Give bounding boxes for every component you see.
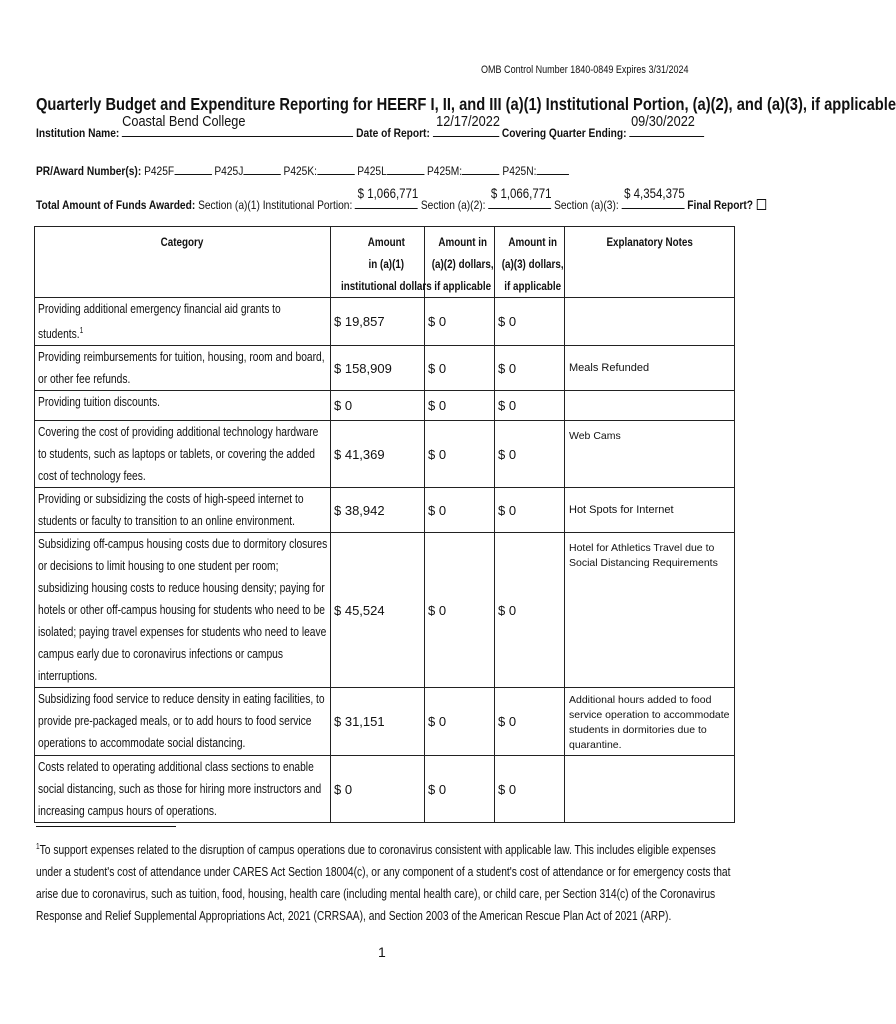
footnote-ref: 1 (79, 326, 84, 335)
row-a2-amount[interactable]: $ 0 (425, 756, 495, 823)
row-a2-amount[interactable]: $ 0 (425, 688, 495, 756)
row-category: Covering the cost of providing additional technology hardware to students, such as laptops or tablets, or covering the added cost of technology fees. (35, 421, 331, 488)
date-field[interactable] (433, 113, 500, 137)
award-field-f[interactable] (174, 164, 211, 175)
row-a1-amount[interactable]: $ 158,909 (331, 346, 425, 391)
a2-total-value: $ 1,066,771 (490, 186, 552, 201)
table-row (35, 421, 735, 488)
table-row (35, 533, 735, 688)
table-row (35, 346, 735, 391)
header-a2: Amount in (a)(2) dollars, if applicable (425, 227, 495, 298)
award-field-k[interactable] (317, 164, 354, 175)
a1-total-value: $ 1,066,771 (357, 186, 419, 201)
award-label: PR/Award Number(s): (36, 164, 142, 178)
row-a1-amount[interactable]: $ 38,942 (331, 488, 425, 533)
row-a2-amount[interactable]: $ 0 (425, 346, 495, 391)
total-funds-line (36, 186, 766, 212)
row-category: Providing reimbursements for tuition, housing, room and board, or other fee refunds. (35, 346, 331, 391)
table-row (35, 488, 735, 533)
row-a1-amount[interactable]: $ 31,151 (331, 688, 425, 756)
table-row (35, 756, 735, 823)
row-a3-amount[interactable]: $ 0 (495, 421, 565, 488)
award-numbers-line (36, 164, 569, 178)
a3-total-value: $ 4,354,375 (624, 186, 685, 201)
row-note[interactable]: Hotel for Athletics Travel due to Social Distancing Requirements (565, 533, 735, 688)
award-code-k: P425K: (283, 164, 318, 178)
header-a3: Amount in (a)(3) dollars, if applicable (495, 227, 565, 298)
date-label: Date of Report: (356, 126, 430, 140)
row-category: Subsidizing off-campus housing costs due to dormitory closures or decisions to limit housing to one student per room; subsidizing housing costs to reduce housing density; paying for hotels or other off-campus housing for students who need to be isolated; paying travel expenses for students who need to leave campus early due to coronavirus infections or campus interruptions. (35, 533, 331, 688)
row-a1-amount[interactable]: $ 45,524 (331, 533, 425, 688)
award-field-j[interactable] (243, 164, 280, 175)
row-a1-amount[interactable]: $ 41,369 (331, 421, 425, 488)
row-note[interactable] (565, 391, 735, 421)
award-code-m: P425M: (426, 164, 463, 178)
row-note[interactable] (565, 756, 735, 823)
header-notes: Explanatory Notes (565, 227, 735, 298)
row-category: Costs related to operating additional class sections to enable social distancing, such as those for hiring more instructors and increasing campus hours of operations. (35, 756, 331, 823)
row-a2-amount[interactable]: $ 0 (425, 533, 495, 688)
row-a2-amount[interactable]: $ 0 (425, 391, 495, 421)
footnote-marker: 1 (36, 842, 40, 851)
footnote-divider (36, 826, 176, 827)
a1-label: Section (a)(1) Institutional Portion: (198, 198, 353, 212)
institution-field[interactable] (122, 113, 353, 137)
award-field-m[interactable] (462, 164, 499, 175)
header-category: Category (35, 227, 331, 298)
a3-total-field[interactable] (622, 186, 685, 209)
footnote (36, 836, 733, 927)
row-category: Providing or subsidizing the costs of high-speed internet to students or faculty to transition to an online environment. (35, 488, 331, 533)
award-code-n: P425N: (502, 164, 537, 178)
a2-label: Section (a)(2): (420, 198, 486, 212)
row-a3-amount[interactable]: $ 0 (495, 391, 565, 421)
final-report-checkbox[interactable] (756, 199, 765, 210)
award-code-f: P425F (144, 164, 175, 178)
page-title: Quarterly Budget and Expenditure Reporting for HEERF I, II, and III (a)(1) Institutional Portion, (a)(2), and (a)(3), if applicable (36, 94, 896, 114)
row-a2-amount[interactable]: $ 0 (425, 488, 495, 533)
row-a2-amount[interactable]: $ 0 (425, 298, 495, 346)
award-field-l[interactable] (387, 164, 424, 175)
row-category: Subsidizing food service to reduce density in eating facilities, to provide pre-packaged meals, or to add hours to food service operations to accommodate social distancing. (35, 688, 331, 756)
row-a2-amount[interactable]: $ 0 (425, 421, 495, 488)
quarter-value: 09/30/2022 (631, 113, 695, 130)
row-a3-amount[interactable]: $ 0 (495, 488, 565, 533)
award-code-l: P425L (357, 164, 387, 178)
expenditure-table (34, 226, 735, 823)
row-a1-amount[interactable]: $ 19,857 (331, 298, 425, 346)
award-code-j: P425J (214, 164, 244, 178)
a1-total-field[interactable] (355, 186, 419, 209)
omb-control-number: OMB Control Number 1840-0849 Expires 3/31/2024 (480, 64, 689, 76)
row-a3-amount[interactable]: $ 0 (495, 756, 565, 823)
table-row (35, 298, 735, 346)
row-a3-amount[interactable]: $ 0 (495, 533, 565, 688)
a2-total-field[interactable] (488, 186, 552, 209)
institution-label: Institution Name: (36, 126, 120, 140)
total-label: Total Amount of Funds Awarded: (36, 198, 196, 212)
table-header-row (35, 227, 735, 298)
row-a1-amount[interactable]: $ 0 (331, 391, 425, 421)
table-row (35, 688, 735, 756)
row-note[interactable]: Additional hours added to food service operation to accommodate students in dormitories due to quarantine. (565, 688, 735, 756)
a3-label: Section (a)(3): (554, 198, 619, 212)
row-a1-amount[interactable]: $ 0 (331, 756, 425, 823)
row-note[interactable]: Web Cams (565, 421, 735, 488)
institution-value: Coastal Bend College (122, 113, 246, 130)
row-a3-amount[interactable]: $ 0 (495, 298, 565, 346)
row-note[interactable]: Meals Refunded (565, 346, 735, 391)
table-row (35, 391, 735, 421)
header-a1: Amount in (a)(1) institutional dollars (331, 227, 425, 298)
page-number: 1 (378, 944, 386, 960)
date-value: 12/17/2022 (436, 113, 500, 130)
award-field-n[interactable] (536, 164, 568, 175)
quarter-field[interactable] (629, 113, 704, 137)
row-a3-amount[interactable]: $ 0 (495, 688, 565, 756)
row-category: Providing additional emergency financial aid grants to students.$^1$ (35, 298, 331, 346)
row-a3-amount[interactable]: $ 0 (495, 346, 565, 391)
quarter-label: Covering Quarter Ending: (501, 126, 627, 140)
footnote-text: To support expenses related to the disruption of campus operations due to coronavirus consistent with applicable law. This includes eligible expenses under a student's cost of attendance under CARES Act Section 18004(c), or any component of a student's cost of attendance or for emergency costs that arise due to coronavirus, such as tuition, food, housing, health care (including mental health care), or child care, per Section 314(c) of the Coronavirus Response and Relief Supplemental Appropriations Act, 2021 (CRRSAA), and Section 2003 of the American Rescue Plan Act of 2021 (ARP). (36, 843, 731, 924)
row-note[interactable] (565, 298, 735, 346)
row-category: Providing tuition discounts. (35, 391, 331, 421)
row-note[interactable]: Hot Spots for Internet (565, 488, 735, 533)
final-report-label: Final Report? (687, 198, 754, 212)
institution-line (36, 113, 704, 140)
